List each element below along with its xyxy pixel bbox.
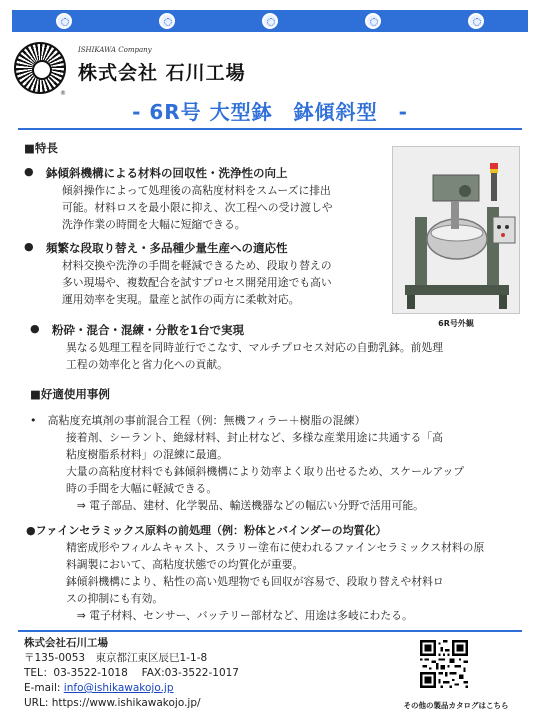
feature-body: 異なる処理工程を同時並行でこなす、マルチプロセス対応の自動乳鉢。前処理 工程の効率化と省力化への貢献。: [66, 341, 444, 371]
medal-icon: [365, 13, 381, 29]
usage-item: [26, 522, 520, 622]
top-decorative-band: [12, 10, 528, 32]
email-label: E-mail:: [24, 682, 64, 694]
email-link[interactable]: info@ishikawakojo.jp: [63, 682, 174, 694]
feature-title: 粉砕・混合・混練・分散を1台で実現: [52, 323, 244, 337]
footer-divider: [18, 630, 522, 632]
feature-item: [24, 240, 384, 308]
machine-photo: [392, 146, 520, 314]
feature-body: 傾斜操作によって処理後の高粘度材料をスムーズに排出 可能。材料ロスを最小限に抑え、次工程への受け渡しや 洗浄作業の時間を大幅に短縮できる。: [62, 184, 333, 231]
contact-footer: [24, 636, 239, 711]
company-logo: [14, 40, 274, 98]
footer-company: 株式会社石川工場: [24, 637, 108, 649]
bullet-icon: ●: [30, 322, 40, 335]
medal-icon: [56, 13, 72, 29]
qr-code-icon[interactable]: [420, 640, 468, 688]
medal-icon: [159, 13, 175, 29]
photo-caption: 6R号外観: [438, 319, 474, 328]
feature-title: 鉢傾斜機構による材料の回収性・洗浄性の向上: [46, 166, 288, 180]
page-title: - 6R号 大型鉢 鉢傾斜型 -: [132, 100, 408, 124]
footer-email-line: [24, 681, 239, 696]
bullet-icon: ●: [24, 165, 34, 178]
usage-title: • 高粘度充填剤の事前混合工程（例：無機フィラー＋樹脂の混練）: [30, 414, 366, 427]
footer-address: 〒135-0053 東京都江東区辰巳1-1-8: [24, 652, 208, 664]
title-divider: [18, 128, 522, 130]
registered-mark: ®: [60, 90, 66, 97]
usage-title: ●ファインセラミックス原料の前処理（例：粉体とバインダーの均質化）: [26, 524, 387, 537]
company-subtitle: ISHIKAWA Company: [78, 46, 152, 54]
logo-emblem-icon: [14, 42, 66, 94]
machine-illustration: [393, 147, 520, 314]
usage-item: [30, 412, 520, 512]
company-logotype: 株式会社 石川工場: [78, 62, 246, 84]
features-heading: ■特長: [24, 141, 58, 155]
footer-tel-fax: TEL：03-3522-1018 FAX:03-3522-1017: [24, 667, 239, 679]
medal-icon: [262, 13, 278, 29]
feature-title: 頻繁な段取り替え・多品種少量生産への適応性: [46, 241, 288, 255]
medal-icon: [468, 13, 484, 29]
usage-heading: ■好適使用事例: [30, 387, 110, 401]
footer-url[interactable]: URL: https://www.ishikawakojo.jp/: [24, 697, 201, 709]
feature-body: 材料交換や洗浄の手間を軽減できるため、段取り替えの 多い現場や、複数配合を試すプロセス開発用途でも高い 運用効率を実現。量産と試作の両方に柔軟対応。: [62, 259, 332, 306]
feature-item: [24, 165, 384, 233]
usage-body: 精密成形やフィルムキャスト、スラリー塗布に使われるファインセラミックス材料の原 料調製において、高粘度状態での均質化が重要。 鉢傾斜機構により、粘性の高い処理物でも回収が容易で、段取り替えや材料ロ スの抑制にも有効。 ⇒ 電子材料、センサー、バッテリー部材など、用途は多岐にわたる。: [66, 541, 485, 622]
qr-caption: その他の製品カタログはこちら: [403, 701, 509, 710]
bullet-icon: ●: [24, 240, 34, 253]
feature-item: [30, 322, 520, 374]
usage-body: 接着剤、シーラント、絶縁材料、封止材など、多様な産業用途に共通する「高 粘度樹脂系材料」の混練に最適。 大量の高粘度材料でも鉢傾斜機構により効率よく取り出せるため、スケールアップ 時の手間を大幅に軽減できる。 ⇒ 電子部品、建材、化学製品、輸送機器などの幅広い分野で活用可能。: [66, 431, 465, 512]
